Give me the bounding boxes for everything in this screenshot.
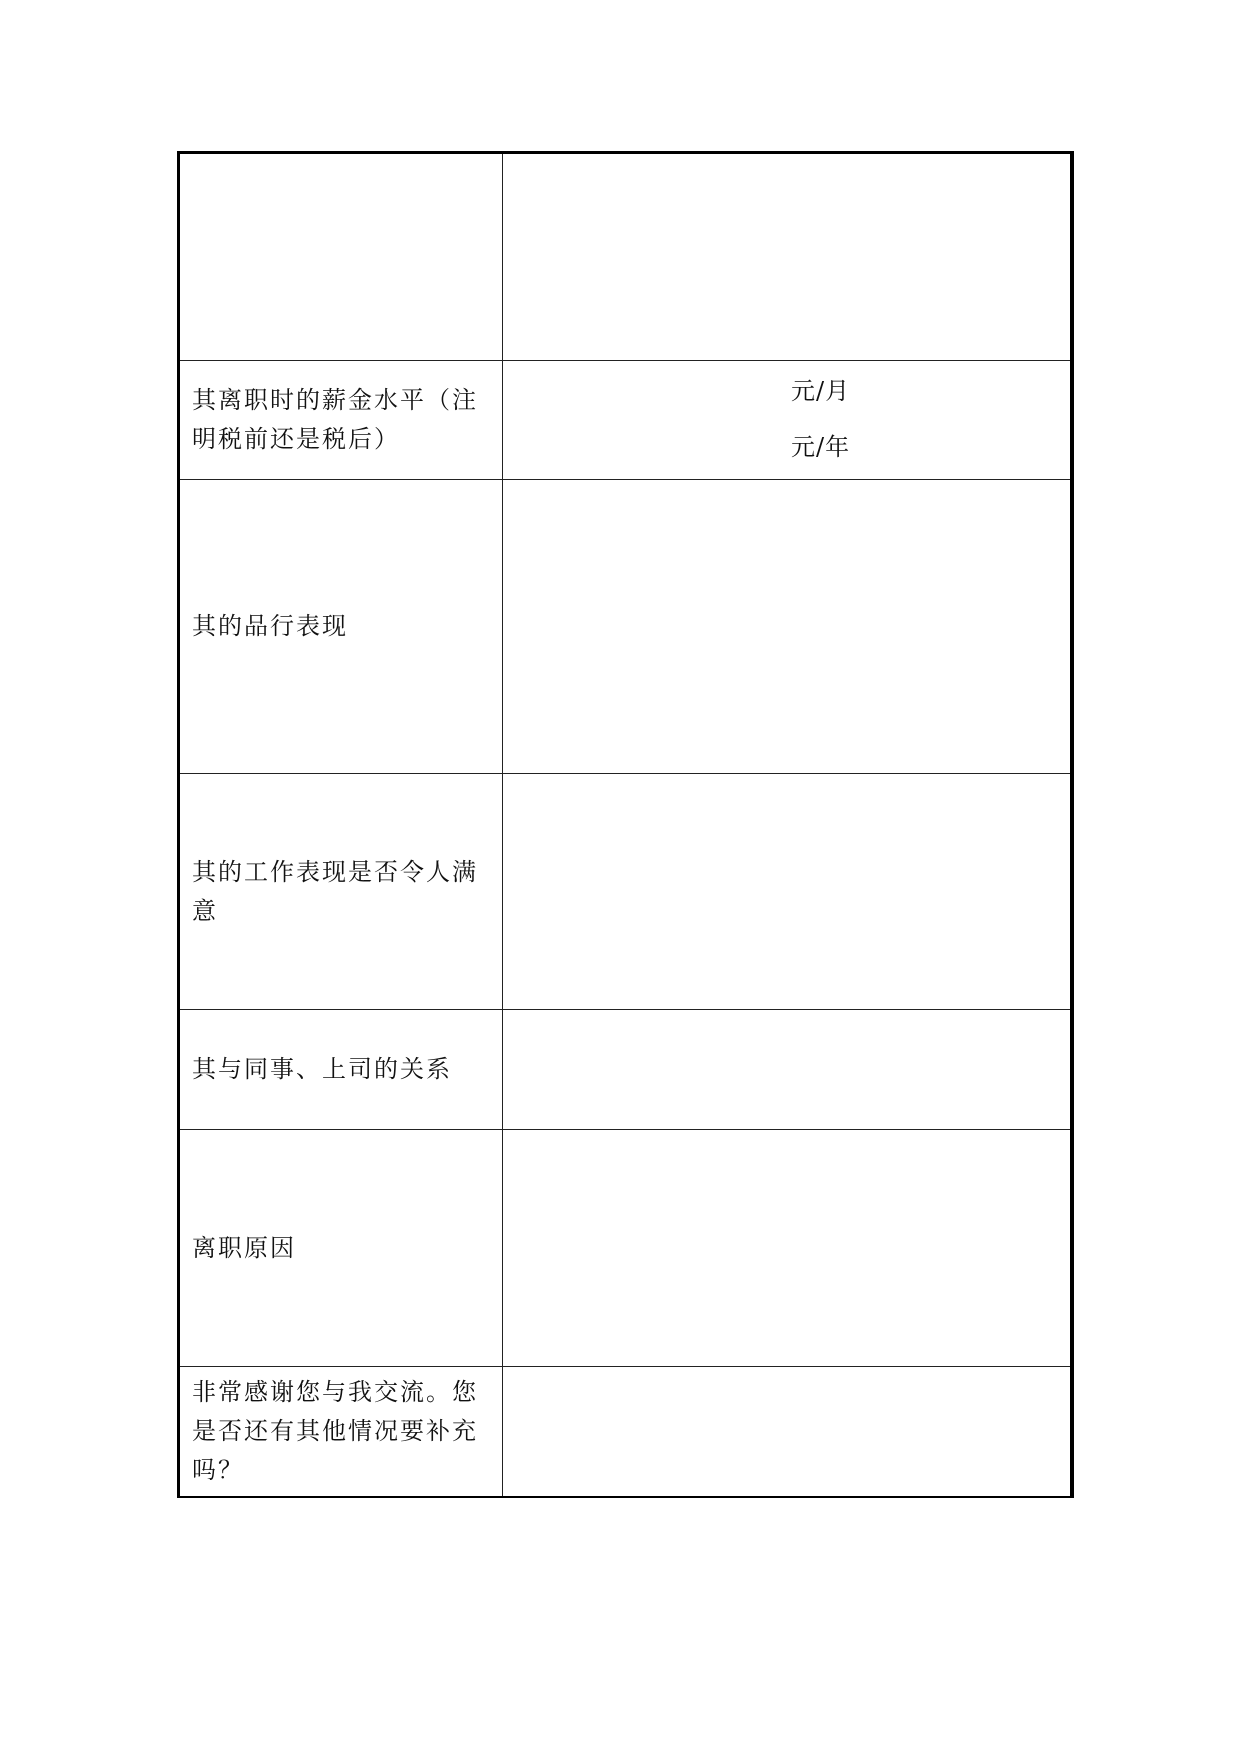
relationship-label: 其与同事、上司的关系 [192,1055,452,1083]
row-label-cell [179,1367,503,1497]
row-label-cell [179,480,503,774]
table-row [179,1010,1072,1130]
row-label-cell [179,153,503,361]
row-label-cell [179,361,503,480]
row-label-cell [179,1130,503,1367]
table-row [179,774,1072,1010]
additional-info-answer-cell[interactable] [503,1367,1072,1497]
salary-yearly-unit: 元/年 [791,433,851,461]
reference-check-table [177,151,1074,1498]
salary-monthly-unit: 元/月 [791,377,851,405]
conduct-label: 其的品行表现 [192,612,348,640]
relationship-answer-cell[interactable] [503,1010,1072,1130]
performance-answer-cell[interactable] [503,774,1072,1010]
table-row [179,153,1072,361]
salary-label: 其离职时的薪金水平（注明税前还是税后） [192,386,478,453]
table-row [179,1367,1072,1497]
table-row [179,361,1072,480]
conduct-answer-cell[interactable] [503,480,1072,774]
table-row [179,1130,1072,1367]
leave-reason-label: 离职原因 [192,1233,296,1262]
additional-info-label: 非常感谢您与我交流。您是否还有其他情况要补充吗？ [192,1377,478,1484]
row-label-cell [179,774,503,1010]
table-row [179,480,1072,774]
row-answer-cell[interactable] [503,153,1072,361]
performance-label: 其的工作表现是否令人满意 [192,857,478,925]
salary-answer-cell[interactable] [503,361,1072,480]
leave-reason-answer-cell[interactable] [503,1130,1072,1367]
row-label-cell [179,1010,503,1130]
